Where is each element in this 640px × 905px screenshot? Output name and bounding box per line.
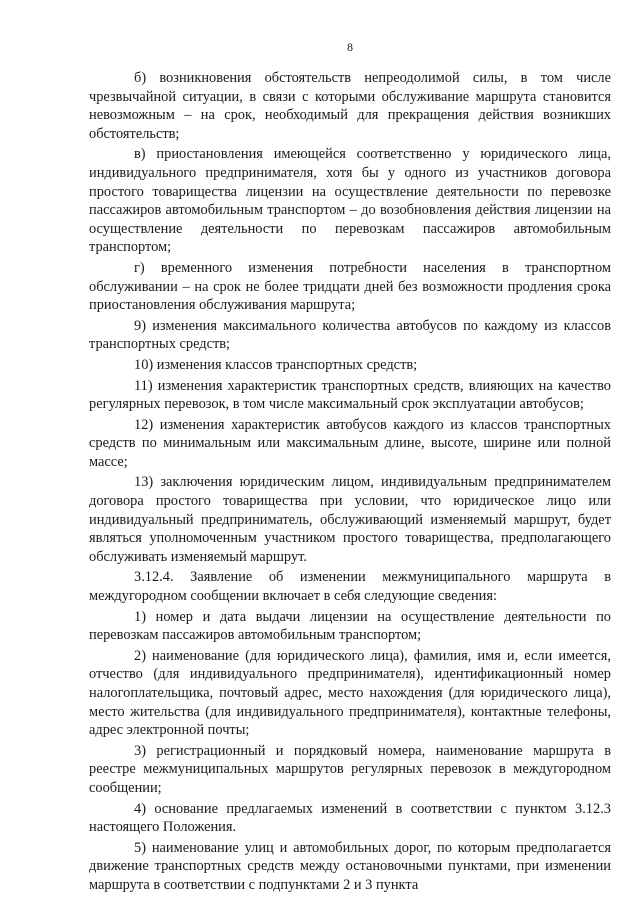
paragraph: 9) изменения максимального количества автобусов по каждому из классов транспортных средств; — [89, 317, 611, 353]
paragraph: 12) изменения характеристик автобусов каждого из классов транспортных средств по минимальным или максимальным длине, высоте, ширине или полной массе; — [89, 416, 611, 470]
paragraph: 3) регистрационный и порядковый номера, наименование маршрута в реестре межмуниципальных маршрутов регулярных перевозок в междугородном сообщении; — [89, 742, 611, 796]
paragraph: 10) изменения классов транспортных средств; — [134, 356, 418, 373]
page-number: 8 — [347, 40, 353, 54]
paragraph: б) возникновения обстоятельств непреодолимой силы, в том числе чрезвычайной ситуации, в связи с которыми обслуживание маршрута становится невозможным – на срок, необходимый для прекращения действия возникших обстоятельств; — [89, 70, 611, 142]
paragraph: 5) наименование улиц и автомобильных дорог, по которым предполагается движение транспортных средств между остановочными пунктами, при изменении маршрута в соответствии с подпунктами 2 и 3 пункта — [89, 839, 611, 893]
paragraph: в) приостановления имеющейся соответственно у юридического лица, индивидуального предпринимателя, хотя бы у одного из участников договора простого товарищества лицензии на осуществление деятельности по перевозке пассажиров автомобильным транспортом – до возобновления действия лицензии на осуществление деятельности по перевозкам пассажиров автомобильным транспортом; — [89, 146, 611, 256]
paragraph: г) временного изменения потребности населения в транспортном обслуживании – на срок не более тридцати дней без возможности продления срока приостановления обслуживания маршрута; — [89, 259, 611, 314]
paragraph: 1) номер и дата выдачи лицензии на осуществление деятельности по перевозкам пассажиров автомобильным транспортом; — [89, 608, 611, 644]
paragraph: 11) изменения характеристик транспортных средств, влияющих на качество регулярных перевозок, в том числе максимальный срок эксплуатации автобусов; — [89, 377, 611, 413]
paragraph: 4) основание предлагаемых изменений в соответствии с пунктом 3.12.3 настоящего Положения. — [89, 800, 611, 836]
paragraph: 2) наименование (для юридического лица), фамилия, имя и, если имеется, отчество (для индивидуального предпринимателя), идентификационный номер налогоплательщика, почтовый адрес, место нахождения (для юридического лица), место жительства (для индивидуального предпринимателя), контактные телефоны, адрес электронной почты; — [89, 647, 611, 739]
paragraph: 13) заключения юридическим лицом, индивидуальным предпринимателем договора простого товарищества при условии, что юридическое лицо или индивидуальный предприниматель, обслуживающий изменяемый маршрут, будет являться уполномоченным участником простого товарищества, предполагающего обслуживать изменяемый маршрут. — [89, 474, 611, 565]
paragraph: 3.12.4. Заявление об изменении межмуниципального маршрута в междугородном сообщении включает в себя следующие сведения: — [89, 569, 611, 605]
